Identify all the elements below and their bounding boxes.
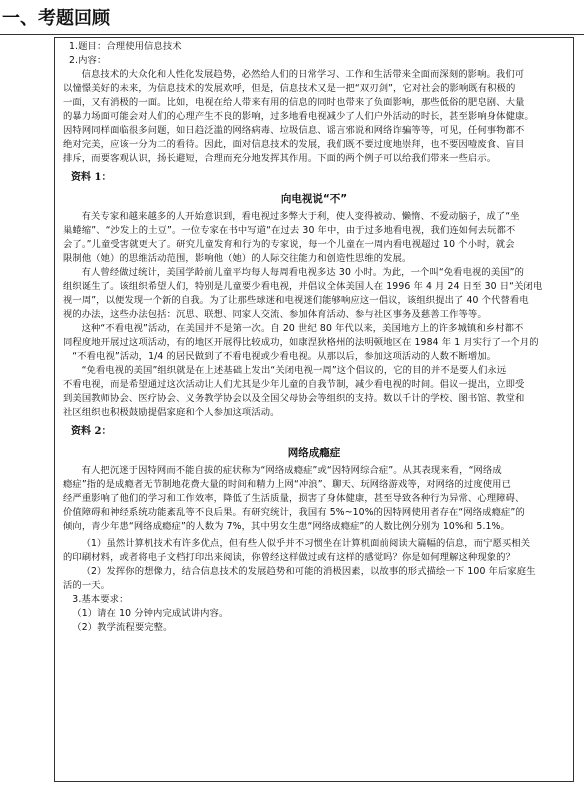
material-1-body — [63, 210, 565, 420]
text-line: 经严重影响了他们的学习和工作效率，降低了生活质量，损害了身体健康，甚至导致各种行为异常、心理障碍、 — [63, 493, 525, 504]
material-1-label: 资料 1： — [71, 172, 112, 183]
text-line: 同程度地开展过这项活动，有的地区开展得比较成功，如康涅狄格州的法明顿地区在 1984 年 1 月实行了一个月的 — [63, 337, 539, 348]
text-line: 绝对完美，应该一分为二的看待。因此，面对信息技术的发展，我们既不要过度地崇拜，也不要因噎废食、盲目 — [63, 139, 525, 150]
requirement-item: （1）请在 10 分钟内完成试讲内容。 — [72, 608, 229, 619]
text-line: 信息技术的大众化和人性化发展趋势，必然给人们的日常学习、工作和生活带来全面而深刻的影响。我们可 — [81, 69, 525, 80]
text-line: 以憧憬美好的未来，为信息技术的发展欢呼，但是，信息技术又是一把“双刃剑”，它对社会的影响既有积极的 — [63, 83, 516, 94]
text-line: 价值障碍和神经系统功能紊乱等不良后果。有研究统计，我国有 5%~10%的因特网使用者存在“网络成瘾症”的 — [63, 507, 525, 518]
text-line: 排斥，而要客观认识，扬长避短，合理而充分地发挥其作用。下面的两个例子可以给我们带来一些启示。 — [63, 153, 497, 164]
text-line: 视的办法，这些办法包括：沉思、联想、同家人交流、参加体育活动、参与社区事务及慈善工作等等。 — [63, 309, 487, 320]
question-line: 的印刷材料，或者将电子文档打印出来阅读，你曾经这样做过或有这样的感觉吗？你是如何理解这种现象的？ — [63, 552, 516, 563]
question-box — [54, 37, 574, 782]
topic-line: 1.题目：合理使用信息技术 — [69, 41, 182, 52]
text-line: 巢蜷缩”、“沙发上的土豆”。一位专家在书中写道“在过去 30 年中，由于过多地看电视，我们连如何去玩都不 — [63, 225, 516, 236]
text-line: 组织诞生了。该组织希望人们，特别是儿童要少看电视，并倡议全体美国人在 1996 年 4 月 24 日至 30 日“关闭电 — [63, 281, 543, 292]
requirement-item: （2）教学流程要完整。 — [72, 622, 173, 633]
requirements-label: 3.基本要求： — [72, 594, 129, 605]
text-line: 一面，又有消极的一面。比如，电视在给人带来有用的信息的同时也带来了负面影响，那些低俗的肥皂剧、大量 — [63, 97, 525, 108]
text-line: 有人曾经做过统计，美国学龄前儿童平均每人每周看电视多达 30 小时。为此，一个叫“免看电视的美国”的 — [81, 267, 525, 278]
text-line: 有人把沉迷于因特网而不能自拔的症状称为“网络成瘾症”或“因特网综合症”。从其表现来看，“网络成 — [81, 465, 502, 476]
text-line: 限制他（她）的思维活动范围，影响他（她）的人际交往能力和创造性思维的发展。 — [63, 253, 412, 264]
text-line: “免看电视的美国”组织就是在上述基础上发出“关闭电视一周”这个倡议的，它的目的并不是要人们永远 — [81, 365, 507, 376]
question-line: （2）发挥你的想像力，结合信息技术的发展趋势和可能的消极因素，以故事的形式描绘一下 100 年后家庭生 — [81, 566, 536, 577]
section-divider — [0, 34, 584, 35]
text-line: 的暴力场面可能会对人们的心理产生不良的影响，过多地看电视减少了人们户外活动的时长，甚至影响身体健康。 — [63, 111, 534, 122]
requirements — [63, 593, 565, 635]
questions — [63, 537, 565, 593]
text-line: 视一周”，以便发现一个新的自我。为了让那些球迷和电视迷们能够响应这一倡议，该组织提出了 40 个代替看电 — [63, 295, 529, 306]
text-line: 有关专家和越来越多的人开始意识到，看电视过多弊大于利，使人变得被动、懒惰、不爱动脑子，成了“坐 — [81, 211, 520, 222]
material-2-title: 网络成瘾症 — [287, 447, 341, 459]
text-line: 社区组织也积极鼓励提倡家庭和个人参加这项活动。 — [63, 407, 280, 418]
content-label: 2.内容： — [69, 55, 107, 66]
text-line: 到美国教师协会、医疗协会、义务教学协会以及全国父母协会等组织的支持。数以千计的学校、图书馆、教堂和 — [63, 393, 525, 404]
text-line: 因特网同样面临很多问题，如日趋泛滥的网络病毒、垃圾信息、谣言邪说和网络诈骗等等，可见，任何事物都不 — [63, 125, 525, 136]
text-line: 瘾症”指的是成瘾者无节制地花费大量的时间和精力上网“冲浪”、聊天、玩网络游戏等，对网络的过度使用已 — [63, 479, 511, 490]
section-title: 一、考题回顾 — [2, 8, 110, 29]
material-1-title: 向电视说“不” — [280, 193, 348, 205]
intro-paragraph — [63, 68, 565, 166]
text-line: 不看电视，而是希望通过这次活动让人们尤其是少年儿童的自我节制，减少看电视的时间。倡议一提出，立即受 — [63, 379, 525, 390]
text-line: 这种“不看电视”活动，在美国并不是第一次。自 20 世纪 80 年代以来，美国地方上的许多城镇和乡村都不 — [81, 323, 524, 334]
question-line: （1）虽然计算机技术有许多优点，但有些人似乎并不习惯坐在计算机面前阅读大篇幅的信息，而宁愿买相关 — [81, 538, 531, 549]
material-2-body — [63, 464, 565, 534]
text-line: “不看电视”活动，1/4 的居民做到了不看电视或少看电视。从那以后，参加这项活动的人数不断增加。 — [72, 351, 497, 362]
question-line: 活的一天。 — [63, 580, 111, 591]
text-line: 倾向，青少年患“网络成瘾症”的人数为 7%，其中男女生患“网络成瘾症”的人数比例分别为 10%和 5.1%。 — [63, 521, 510, 532]
material-2-label: 资料 2： — [71, 426, 112, 437]
text-line: 会了。”儿童受害就更大了。研究儿童发育和行为的专家说，每一个儿童在一周内看电视超过 10 个小时，就会 — [63, 239, 515, 250]
